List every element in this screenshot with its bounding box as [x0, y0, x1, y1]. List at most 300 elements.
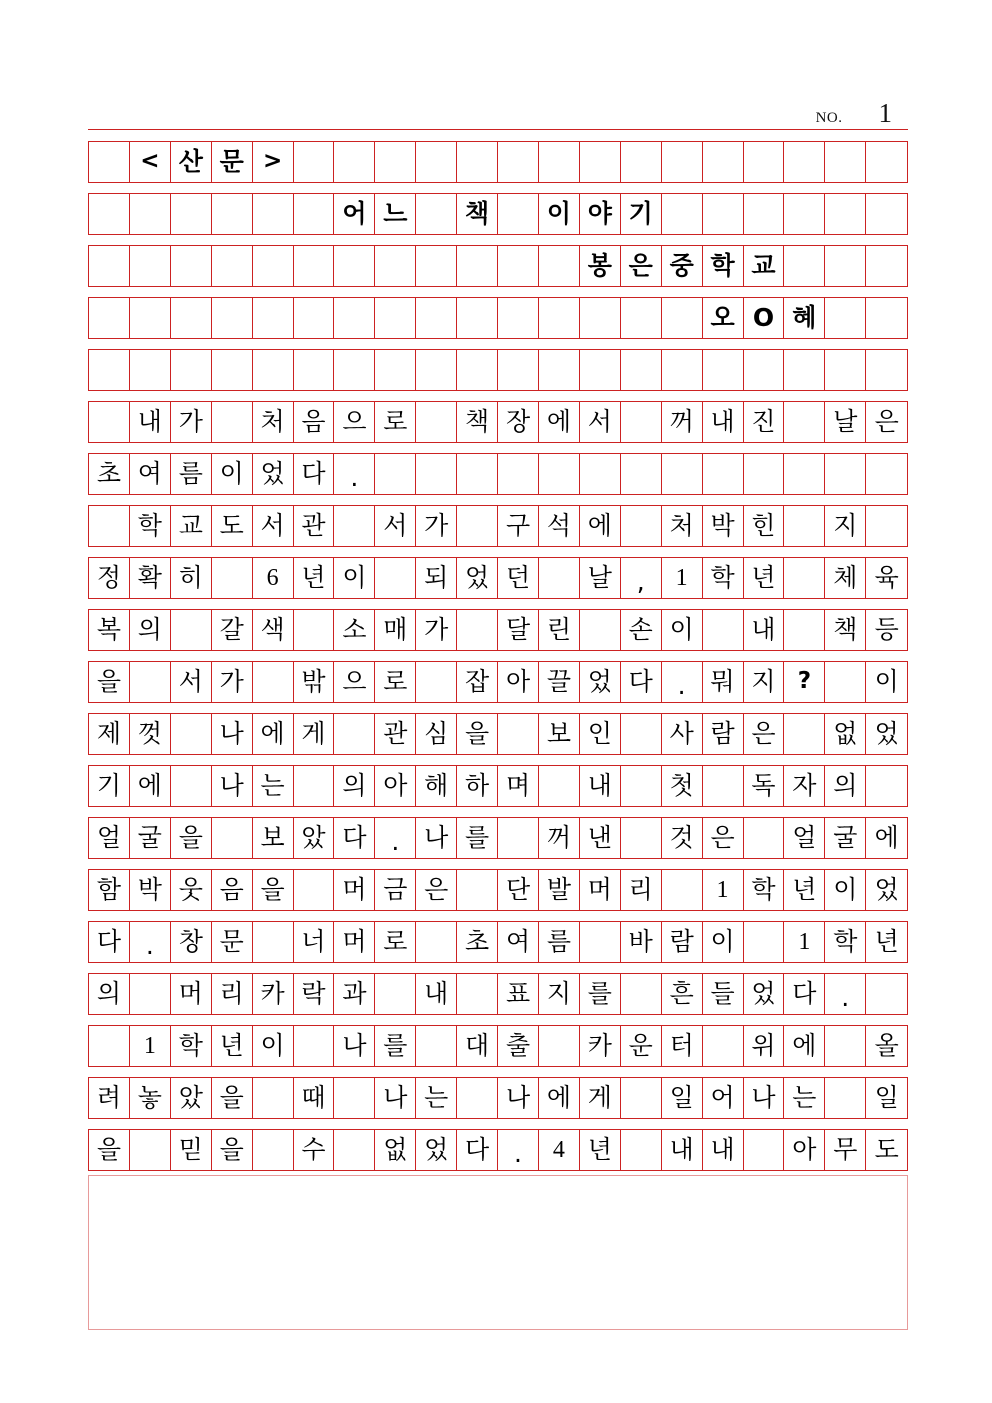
grid-cell[interactable]: 의 [89, 974, 130, 1014]
grid-cell[interactable]: 보 [539, 714, 580, 754]
grid-cell[interactable] [784, 714, 825, 754]
grid-cell[interactable] [866, 454, 907, 494]
grid-cell[interactable]: . [498, 1130, 539, 1170]
grid-cell[interactable]: 힌 [744, 506, 785, 546]
grid-cell[interactable] [130, 1130, 171, 1170]
grid-cell[interactable]: 4 [539, 1130, 580, 1170]
grid-cell[interactable]: 밖 [294, 662, 335, 702]
grid-cell[interactable]: 심 [416, 714, 457, 754]
grid-cell[interactable]: 다 [457, 1130, 498, 1170]
grid-cell[interactable]: 아 [784, 1130, 825, 1170]
grid-cell[interactable]: 년 [580, 1130, 621, 1170]
grid-cell[interactable]: 학 [703, 558, 744, 598]
grid-cell[interactable]: 창 [171, 922, 212, 962]
grid-cell[interactable] [744, 818, 785, 858]
grid-cell[interactable] [416, 1026, 457, 1066]
grid-cell[interactable] [703, 454, 744, 494]
grid-cell[interactable]: 았 [171, 1078, 212, 1118]
grid-cell[interactable] [294, 870, 335, 910]
grid-cell[interactable]: 내 [662, 1130, 703, 1170]
grid-cell[interactable] [621, 142, 662, 182]
grid-cell[interactable] [416, 454, 457, 494]
grid-cell[interactable]: 꺼 [539, 818, 580, 858]
grid-cell[interactable]: 에 [874, 823, 899, 852]
grid-cell[interactable] [89, 350, 130, 390]
grid-cell[interactable] [825, 350, 866, 390]
grid-cell[interactable]: 올 [874, 1031, 899, 1060]
grid-cell[interactable]: 보 [253, 818, 294, 858]
grid-cell[interactable]: 1 [703, 870, 744, 910]
grid-cell[interactable]: 관 [375, 714, 416, 754]
grid-cell[interactable] [212, 558, 253, 598]
grid-cell[interactable]: 는 [253, 766, 294, 806]
grid-cell[interactable]: 히 [171, 558, 212, 598]
grid-cell[interactable]: 어 [703, 1078, 744, 1118]
grid-cell[interactable]: O [744, 298, 785, 338]
grid-cell[interactable] [825, 1026, 866, 1066]
grid-cell[interactable] [621, 714, 662, 754]
grid-cell[interactable]: 이 [334, 558, 375, 598]
grid-cell[interactable]: 학 [744, 870, 785, 910]
grid-cell[interactable] [498, 714, 539, 754]
grid-cell[interactable]: 나 [416, 818, 457, 858]
grid-cell[interactable] [375, 558, 416, 598]
grid-cell[interactable] [662, 298, 703, 338]
grid-cell[interactable] [825, 246, 866, 286]
grid-cell[interactable]: 없 [375, 1130, 416, 1170]
grid-cell[interactable]: 오 [703, 298, 744, 338]
grid-cell[interactable] [89, 506, 130, 546]
grid-cell[interactable] [253, 922, 294, 962]
grid-cell[interactable]: 지 [825, 506, 866, 546]
grid-cell[interactable]: 나 [334, 1026, 375, 1066]
grid-cell[interactable]: 은 [621, 246, 662, 286]
grid-cell[interactable] [171, 298, 212, 338]
grid-cell[interactable]: 표 [498, 974, 539, 1014]
grid-cell[interactable] [294, 298, 335, 338]
grid-cell[interactable]: 며 [498, 766, 539, 806]
grid-cell[interactable]: 느 [375, 194, 416, 234]
grid-cell[interactable] [744, 1130, 785, 1170]
grid-cell[interactable]: 은 [416, 870, 457, 910]
grid-cell[interactable]: 락 [294, 974, 335, 1014]
grid-cell[interactable]: 나 [498, 1078, 539, 1118]
grid-cell[interactable] [334, 1078, 375, 1118]
grid-cell[interactable] [457, 454, 498, 494]
grid-cell[interactable]: 학 [171, 1026, 212, 1066]
grid-cell[interactable]: 의 [334, 766, 375, 806]
grid-cell[interactable]: 년 [744, 558, 785, 598]
grid-cell[interactable]: 굴 [825, 818, 866, 858]
grid-cell[interactable]: 껏 [130, 714, 171, 754]
grid-cell[interactable]: 는 [784, 1078, 825, 1118]
grid-cell[interactable] [89, 194, 130, 234]
grid-cell[interactable] [621, 298, 662, 338]
grid-cell[interactable] [580, 610, 621, 650]
grid-cell[interactable]: 책 [457, 194, 498, 234]
grid-cell[interactable]: 에 [784, 1026, 825, 1066]
grid-cell[interactable]: > [253, 142, 294, 182]
grid-cell[interactable] [866, 974, 907, 1014]
grid-cell[interactable]: 자 [784, 766, 825, 806]
grid-cell[interactable]: 날 [580, 558, 621, 598]
grid-cell[interactable] [703, 194, 744, 234]
grid-cell[interactable] [621, 818, 662, 858]
grid-cell[interactable] [662, 194, 703, 234]
grid-cell[interactable]: 던 [498, 558, 539, 598]
grid-cell[interactable]: 여 [130, 454, 171, 494]
grid-cell[interactable]: 발 [539, 870, 580, 910]
grid-cell[interactable]: 나 [375, 1078, 416, 1118]
grid-cell[interactable]: 체 [825, 558, 866, 598]
grid-cell[interactable] [621, 1078, 662, 1118]
grid-cell[interactable]: 람 [662, 922, 703, 962]
grid-cell[interactable] [171, 766, 212, 806]
grid-cell[interactable] [580, 922, 621, 962]
grid-cell[interactable]: 년 [294, 558, 335, 598]
grid-cell[interactable]: 내 [744, 610, 785, 650]
grid-cell[interactable]: 초 [457, 922, 498, 962]
grid-cell[interactable]: 서 [253, 506, 294, 546]
grid-cell[interactable]: 름 [539, 922, 580, 962]
grid-cell[interactable]: 출 [498, 1026, 539, 1066]
grid-cell[interactable]: 를 [457, 818, 498, 858]
grid-cell[interactable] [784, 454, 825, 494]
grid-cell[interactable] [866, 506, 907, 546]
grid-cell[interactable]: 다 [621, 662, 662, 702]
grid-cell[interactable]: 도 [874, 1135, 899, 1164]
grid-cell[interactable]: 름 [171, 454, 212, 494]
grid-cell[interactable]: 나 [212, 714, 253, 754]
grid-cell[interactable] [744, 142, 785, 182]
grid-cell[interactable] [866, 246, 907, 286]
grid-cell[interactable] [621, 974, 662, 1014]
grid-cell[interactable] [866, 298, 907, 338]
grid-cell[interactable] [539, 246, 580, 286]
grid-cell[interactable]: 처 [662, 506, 703, 546]
grid-cell[interactable] [825, 1078, 866, 1118]
grid-cell[interactable]: 위 [744, 1026, 785, 1066]
grid-cell[interactable]: < [130, 142, 171, 182]
grid-cell[interactable]: 을 [89, 662, 130, 702]
grid-cell[interactable]: . [825, 974, 866, 1014]
grid-cell[interactable]: 이 [662, 610, 703, 650]
grid-cell[interactable]: 달 [498, 610, 539, 650]
grid-cell[interactable]: 색 [253, 610, 294, 650]
grid-cell[interactable] [89, 246, 130, 286]
grid-cell[interactable]: 로 [375, 402, 416, 442]
grid-cell[interactable]: 었 [874, 875, 899, 904]
grid-cell[interactable]: 1 [662, 558, 703, 598]
grid-cell[interactable] [334, 298, 375, 338]
grid-cell[interactable] [334, 142, 375, 182]
grid-cell[interactable] [375, 974, 416, 1014]
grid-cell[interactable] [662, 350, 703, 390]
grid-cell[interactable]: 를 [375, 1026, 416, 1066]
grid-cell[interactable]: 야 [580, 194, 621, 234]
grid-cell[interactable] [621, 402, 662, 442]
grid-cell[interactable]: , [621, 558, 662, 598]
grid-cell[interactable]: 정 [89, 558, 130, 598]
grid-cell[interactable] [703, 142, 744, 182]
grid-cell[interactable]: 을 [253, 870, 294, 910]
grid-cell[interactable]: 에 [539, 1078, 580, 1118]
grid-cell[interactable]: 의 [130, 610, 171, 650]
grid-cell[interactable] [294, 246, 335, 286]
grid-cell[interactable]: 리 [621, 870, 662, 910]
grid-cell[interactable]: 대 [457, 1026, 498, 1066]
grid-cell[interactable] [294, 194, 335, 234]
grid-cell[interactable]: 함 [89, 870, 130, 910]
grid-cell[interactable] [253, 194, 294, 234]
grid-cell[interactable]: . [130, 922, 171, 962]
grid-cell[interactable]: 었 [457, 558, 498, 598]
grid-cell[interactable]: 문 [212, 922, 253, 962]
grid-cell[interactable]: 수 [294, 1130, 335, 1170]
grid-cell[interactable] [744, 454, 785, 494]
grid-cell[interactable]: 년 [874, 927, 899, 956]
grid-cell[interactable] [375, 142, 416, 182]
grid-cell[interactable] [539, 454, 580, 494]
grid-cell[interactable]: 에 [253, 714, 294, 754]
grid-cell[interactable] [580, 454, 621, 494]
grid-cell[interactable]: 복 [89, 610, 130, 650]
grid-cell[interactable]: 얼 [89, 818, 130, 858]
grid-cell[interactable] [334, 350, 375, 390]
grid-cell[interactable]: 학 [825, 922, 866, 962]
grid-cell[interactable] [621, 454, 662, 494]
grid-cell[interactable] [457, 142, 498, 182]
grid-cell[interactable]: 년 [784, 870, 825, 910]
grid-cell[interactable] [580, 142, 621, 182]
grid-cell[interactable]: 단 [498, 870, 539, 910]
grid-cell[interactable]: 을 [212, 1078, 253, 1118]
grid-cell[interactable]: 구 [498, 506, 539, 546]
grid-cell[interactable] [212, 194, 253, 234]
grid-cell[interactable] [539, 298, 580, 338]
grid-cell[interactable] [416, 298, 457, 338]
grid-cell[interactable]: 람 [703, 714, 744, 754]
grid-cell[interactable]: 에 [130, 766, 171, 806]
grid-cell[interactable]: 다 [294, 454, 335, 494]
grid-cell[interactable] [171, 194, 212, 234]
grid-cell[interactable]: 로 [375, 662, 416, 702]
grid-cell[interactable] [212, 246, 253, 286]
grid-cell[interactable]: 1 [130, 1026, 171, 1066]
grid-cell[interactable]: 터 [662, 1026, 703, 1066]
grid-cell[interactable] [744, 194, 785, 234]
grid-cell[interactable] [784, 506, 825, 546]
grid-cell[interactable]: 내 [580, 766, 621, 806]
grid-cell[interactable]: 날 [825, 402, 866, 442]
grid-cell[interactable] [457, 506, 498, 546]
grid-cell[interactable] [171, 714, 212, 754]
grid-cell[interactable] [253, 246, 294, 286]
grid-cell[interactable]: 이 [212, 454, 253, 494]
grid-cell[interactable] [375, 246, 416, 286]
grid-cell[interactable]: . [662, 662, 703, 702]
grid-cell[interactable]: 나 [212, 766, 253, 806]
grid-cell[interactable] [212, 402, 253, 442]
grid-cell[interactable]: 교 [171, 506, 212, 546]
grid-cell[interactable]: 믿 [171, 1130, 212, 1170]
grid-cell[interactable]: 가 [212, 662, 253, 702]
grid-cell[interactable]: 을 [89, 1130, 130, 1170]
grid-cell[interactable] [253, 1130, 294, 1170]
grid-cell[interactable]: . [375, 818, 416, 858]
grid-cell[interactable]: 장 [498, 402, 539, 442]
grid-cell[interactable]: 없 [825, 714, 866, 754]
grid-cell[interactable]: 가 [171, 402, 212, 442]
grid-cell[interactable] [130, 662, 171, 702]
grid-cell[interactable]: 년 [212, 1026, 253, 1066]
grid-cell[interactable] [253, 350, 294, 390]
grid-cell[interactable]: 가 [416, 610, 457, 650]
grid-cell[interactable]: 운 [621, 1026, 662, 1066]
grid-cell[interactable] [416, 922, 457, 962]
grid-cell[interactable] [416, 142, 457, 182]
grid-cell[interactable] [825, 662, 866, 702]
grid-cell[interactable] [416, 402, 457, 442]
grid-cell[interactable] [253, 662, 294, 702]
grid-cell[interactable]: 다 [784, 974, 825, 1014]
grid-cell[interactable] [498, 454, 539, 494]
grid-cell[interactable] [662, 454, 703, 494]
grid-cell[interactable]: 사 [662, 714, 703, 754]
grid-cell[interactable] [130, 194, 171, 234]
grid-cell[interactable] [334, 1130, 375, 1170]
grid-cell[interactable]: 일 [662, 1078, 703, 1118]
grid-cell[interactable] [457, 974, 498, 1014]
grid-cell[interactable] [498, 818, 539, 858]
grid-cell[interactable]: 산 [171, 142, 212, 182]
grid-cell[interactable] [580, 298, 621, 338]
grid-cell[interactable]: 때 [294, 1078, 335, 1118]
grid-cell[interactable]: 처 [253, 402, 294, 442]
grid-cell[interactable] [457, 298, 498, 338]
grid-cell[interactable]: 에 [580, 506, 621, 546]
grid-cell[interactable]: 꺼 [662, 402, 703, 442]
grid-cell[interactable] [212, 350, 253, 390]
grid-cell[interactable] [294, 610, 335, 650]
grid-cell[interactable]: 머 [334, 870, 375, 910]
grid-cell[interactable]: 손 [621, 610, 662, 650]
grid-cell[interactable]: 학 [703, 246, 744, 286]
grid-cell[interactable]: 여 [498, 922, 539, 962]
grid-cell[interactable] [375, 350, 416, 390]
grid-cell[interactable] [375, 298, 416, 338]
grid-cell[interactable]: 은 [703, 818, 744, 858]
grid-cell[interactable]: 도 [212, 506, 253, 546]
grid-cell[interactable]: 너 [294, 922, 335, 962]
grid-cell[interactable]: 아 [375, 766, 416, 806]
grid-cell[interactable]: 을 [212, 1130, 253, 1170]
grid-cell[interactable]: 매 [375, 610, 416, 650]
grid-cell[interactable]: 일 [874, 1083, 899, 1112]
grid-cell[interactable]: 제 [89, 714, 130, 754]
grid-cell[interactable] [703, 766, 744, 806]
grid-cell[interactable]: 이 [253, 1026, 294, 1066]
grid-cell[interactable] [130, 246, 171, 286]
grid-cell[interactable] [89, 402, 130, 442]
grid-cell[interactable] [416, 350, 457, 390]
grid-cell[interactable]: ? [784, 662, 825, 702]
grid-cell[interactable]: 음 [212, 870, 253, 910]
grid-cell[interactable]: 흔 [662, 974, 703, 1014]
grid-cell[interactable]: 는 [416, 1078, 457, 1118]
grid-cell[interactable]: 책 [825, 610, 866, 650]
grid-cell[interactable] [784, 350, 825, 390]
grid-cell[interactable]: 지 [744, 662, 785, 702]
grid-cell[interactable] [416, 662, 457, 702]
grid-cell[interactable]: 내 [130, 402, 171, 442]
grid-cell[interactable]: 었 [253, 454, 294, 494]
grid-cell[interactable]: 웃 [171, 870, 212, 910]
grid-cell[interactable] [621, 506, 662, 546]
grid-cell[interactable]: 을 [171, 818, 212, 858]
grid-cell[interactable]: 내 [703, 1130, 744, 1170]
grid-cell[interactable] [375, 454, 416, 494]
grid-cell[interactable]: 었 [744, 974, 785, 1014]
grid-cell[interactable] [334, 714, 375, 754]
grid-cell[interactable]: 독 [744, 766, 785, 806]
grid-cell[interactable]: 려 [89, 1078, 130, 1118]
grid-cell[interactable] [621, 766, 662, 806]
grid-cell[interactable]: 로 [375, 922, 416, 962]
grid-cell[interactable]: 았 [294, 818, 335, 858]
grid-cell[interactable]: 해 [416, 766, 457, 806]
grid-cell[interactable]: 문 [212, 142, 253, 182]
grid-cell[interactable] [498, 246, 539, 286]
grid-cell[interactable] [825, 142, 866, 182]
grid-cell[interactable] [89, 1026, 130, 1066]
grid-cell[interactable] [662, 870, 703, 910]
grid-cell[interactable]: 게 [580, 1078, 621, 1118]
grid-cell[interactable] [253, 298, 294, 338]
grid-cell[interactable] [539, 142, 580, 182]
grid-cell[interactable]: 1 [784, 922, 825, 962]
grid-cell[interactable] [457, 1078, 498, 1118]
grid-cell[interactable]: 기 [89, 766, 130, 806]
grid-cell[interactable]: 이 [874, 667, 899, 696]
grid-cell[interactable]: 관 [294, 506, 335, 546]
grid-cell[interactable]: 박 [703, 506, 744, 546]
grid-cell[interactable]: 리 [212, 974, 253, 1014]
grid-cell[interactable] [130, 350, 171, 390]
grid-cell[interactable]: 다 [334, 818, 375, 858]
grid-cell[interactable] [457, 350, 498, 390]
grid-cell[interactable]: 봉 [580, 246, 621, 286]
grid-cell[interactable] [294, 1026, 335, 1066]
grid-cell[interactable]: 초 [89, 454, 130, 494]
grid-cell[interactable]: 을 [457, 714, 498, 754]
grid-cell[interactable]: 이 [539, 194, 580, 234]
grid-cell[interactable]: 서 [375, 506, 416, 546]
grid-cell[interactable]: 기 [621, 194, 662, 234]
grid-cell[interactable]: 것 [662, 818, 703, 858]
grid-cell[interactable] [457, 870, 498, 910]
grid-cell[interactable] [334, 506, 375, 546]
grid-cell[interactable]: 하 [457, 766, 498, 806]
grid-cell[interactable] [662, 142, 703, 182]
grid-cell[interactable]: 으 [334, 662, 375, 702]
grid-cell[interactable] [621, 1130, 662, 1170]
grid-cell[interactable]: 중 [662, 246, 703, 286]
grid-cell[interactable]: 굴 [130, 818, 171, 858]
grid-cell[interactable] [416, 246, 457, 286]
grid-cell[interactable]: 교 [744, 246, 785, 286]
grid-cell[interactable] [703, 350, 744, 390]
